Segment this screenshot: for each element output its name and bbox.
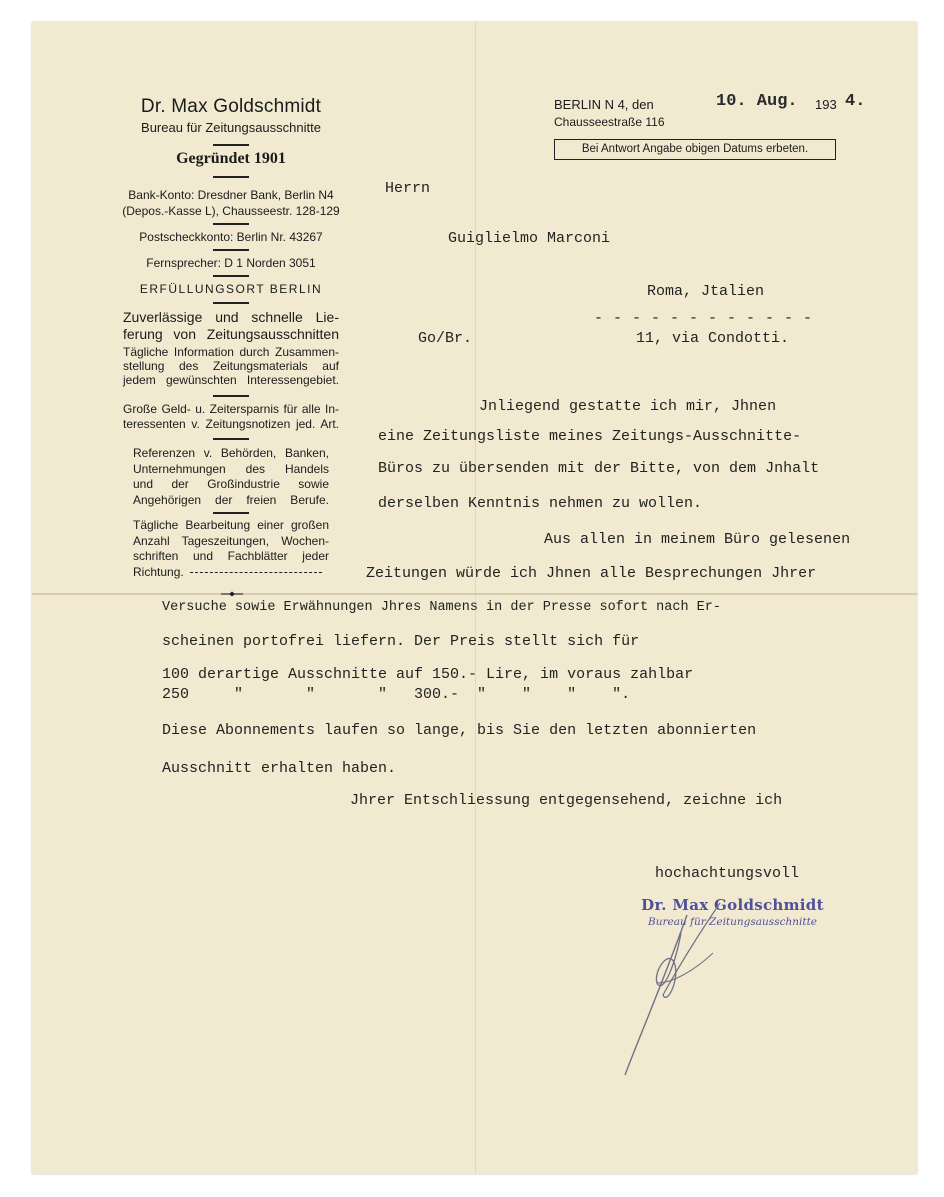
stamp-line-2: Bureau für Zeitungsausschnitte — [647, 916, 817, 928]
sender-business: Bureau für Zeitungsausschnitte — [141, 120, 321, 135]
sender-name: Dr. Max Goldschmidt — [140, 96, 322, 117]
price-line: 250 " " " 300.- " " " ". — [162, 686, 631, 703]
phone-number: Fernsprecher: D 1 Norden 3051 — [146, 256, 316, 270]
service-line: ferung von Zeitungsausschnitten — [123, 326, 339, 342]
year-typed: 4. — [845, 92, 866, 111]
street-line: Chausseestraße 116 — [554, 115, 665, 129]
service-line: Angehörigen der freien Berufe. — [133, 492, 329, 507]
service-line: Referenzen v. Behörden, Banken, — [133, 446, 329, 460]
service-line: Große Geld- u. Zeitersparnis für alle In- — [123, 402, 339, 416]
divider — [213, 395, 249, 397]
dash-line — [190, 572, 322, 573]
bank-account — [120, 187, 342, 219]
closing: hochachtungsvoll — [655, 865, 800, 882]
service-block-2 — [123, 402, 339, 432]
service-line: Richtung. — [133, 565, 184, 579]
recipient-street: 11, via Condotti. — [636, 330, 790, 347]
body-line: Zeitungen würde ich Jhnen alle Besprechungen Jhrer — [366, 565, 817, 582]
service-block-1 — [123, 309, 339, 343]
divider — [213, 223, 249, 225]
letterhead — [120, 96, 342, 135]
date-typed: 10. Aug. — [716, 92, 798, 111]
body-line: scheinen portofrei liefern. Der Preis stellt sich für — [162, 633, 640, 650]
service-line: teressenten v. Zeitungsnotizen jed. Art. — [123, 417, 339, 431]
recipient-city: Roma, Jtalien — [647, 283, 765, 300]
price-line: 100 derartige Ausschnitte auf 150.- Lire, im voraus zahlbar — [162, 666, 694, 683]
divider — [213, 144, 249, 146]
recipient-name: Guiglielmo Marconi — [448, 230, 611, 247]
body-line: Versuche sowie Erwähnungen Jhres Namens in der Presse sofort nach Er- — [162, 600, 721, 615]
service-line: jedem gewünschten Interessengebiet. — [123, 373, 339, 387]
divider — [213, 275, 249, 277]
divider — [213, 249, 249, 251]
service-block-3 — [133, 446, 329, 508]
fold-line-vertical — [475, 22, 476, 1174]
service-line: schriften und Fachblätter jeder — [133, 549, 329, 563]
place-of-performance: ERFÜLLUNGSORT BERLIN — [139, 282, 323, 296]
service-line: Zuverlässige und schnelle Lie- — [123, 309, 339, 325]
bank-line-2: (Depos.-Kasse L), Chausseestr. 128-129 — [122, 204, 340, 218]
divider — [213, 512, 249, 514]
recipient-underline: - - - - - - - - - - - - — [594, 310, 813, 327]
service-line: Tägliche Bearbeitung einer großen — [133, 518, 329, 532]
service-block-1b — [123, 345, 339, 387]
body-line: Ausschnitt erhalten haben. — [162, 760, 397, 777]
divider — [213, 176, 249, 178]
signature — [615, 895, 735, 1085]
body-line: Büros zu übersenden mit der Bitte, von dem Jnhalt — [378, 460, 820, 477]
body-line: Aus allen in meinem Büro gelesenen — [445, 531, 851, 548]
body-line: Jnliegend gestatte ich mir, Jhnen — [380, 398, 777, 415]
body-line: Diese Abonnements laufen so lange, bis Sie den letzten abonnierten — [162, 722, 757, 739]
city-line: BERLIN N 4, den — [554, 97, 654, 112]
year-printed: 193 — [815, 97, 837, 112]
body-line: eine Zeitungsliste meines Zeitungs-Ausschnitte- — [378, 428, 802, 445]
reply-note-box — [554, 139, 836, 160]
founded-line: Gegründet 1901 — [176, 150, 286, 167]
postscheck-account: Postscheckkonto: Berlin Nr. 43267 — [139, 230, 323, 244]
reply-note: Bei Antwort Angabe obigen Datums erbeten. — [581, 143, 809, 155]
service-block-4-last — [133, 565, 184, 579]
service-line: stellung des Zeitungsmaterials auf — [123, 359, 339, 373]
ornament-icon — [221, 584, 243, 590]
divider — [213, 302, 249, 304]
body-line: Jhrer Entschliessung entgegensehend, zeichne ich — [278, 792, 783, 809]
body-line: derselben Kenntnis nehmen zu wollen. — [378, 495, 703, 512]
service-line: und der Großindustrie sowie — [133, 477, 329, 491]
service-line: Anzahl Tageszeitungen, Wochen- — [133, 533, 329, 548]
service-line: Unternehmungen des Handels — [133, 461, 329, 476]
reference-code: Go/Br. — [418, 330, 473, 347]
divider — [213, 438, 249, 440]
salutation: Herrn — [385, 180, 431, 197]
service-line: Tägliche Information durch Zusammen- — [123, 345, 339, 359]
bank-line-1: Bank-Konto: Dresdner Bank, Berlin N4 — [128, 188, 334, 202]
service-block-4 — [133, 518, 329, 565]
stamp-line-1: Dr. Max Goldschmidt — [641, 896, 824, 914]
